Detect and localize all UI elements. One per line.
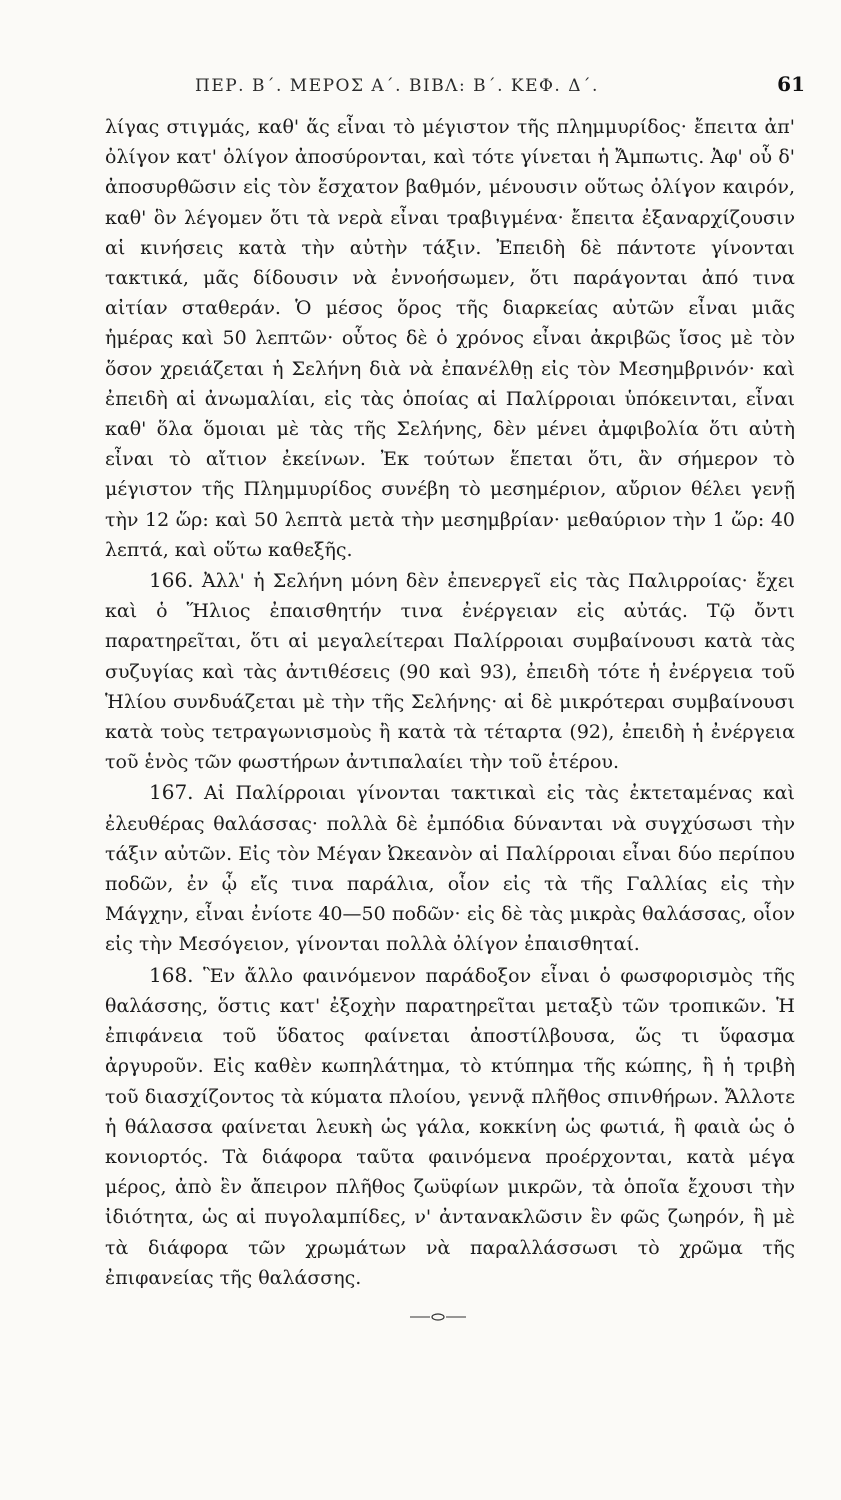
body-text xyxy=(105,112,795,1293)
section-number: 167. xyxy=(149,780,194,805)
paragraph-continuation xyxy=(105,112,795,565)
running-head: ΠΕΡ. Β΄. ΜΕΡΟΣ Α΄. ΒΙΒΛ: Β΄. ΚΕΦ. Δ΄. xyxy=(195,76,599,96)
section-number: 166. xyxy=(149,568,194,593)
paragraph-166 xyxy=(105,565,795,777)
paragraph-168 xyxy=(105,960,795,1293)
paragraph-text: Ἀλλ' ἡ Σελήνη μόνη δὲν ἐπενεργεῖ εἰς τὰς Παλιρροίας· ἔχει καὶ ὁ Ἥλιος ἐπαισθητήν τινα ἐνέργειαν εἰς αὐτάς. Τῷ ὄντι παρατηρεῖται, ὅτι αἱ μεγαλείτεραι Παλίρροιαι συμβαίνουσι κατὰ τὰς συζυγίας καὶ τὰς ἀντιθέσεις (90 καὶ 93), ἐπειδὴ τότε ἡ ἐνέργεια τοῦ Ἡλίου συνδυάζεται μὲ τὴν τῆς Σελήνης· αἱ δὲ μικρότεραι συμβαίνουσι κατὰ τοὺς τετραγωνισμοὺς ἢ κατὰ τὰ τέταρτα (92), ἐπειδὴ ἡ ἐνέργεια τοῦ ἑνὸς τῶν φωστήρων ἀντιπαλαίει τὴν τοῦ ἑτέρου. xyxy=(105,570,795,774)
page-header xyxy=(110,70,805,106)
paragraph-text: Αἱ Παλίρροιαι γίνονται τακτικαὶ εἰς τὰς ἐκτεταμένας καὶ ἐλευθέρας θαλάσσας· πολλὰ δὲ ἐμπόδια δύνανται νὰ συγχύσωσι τὴν τάξιν αὐτῶν. Εἰς τὸν Μέγαν Ὠκεανὸν αἱ Παλίρροιαι εἶναι δύο περίπου ποδῶν, ἐν ᾧ εἴς τινα παράλια, οἷον εἰς τὰ τῆς Γαλλίας εἰς τὴν Μάγχην, εἶναι ἐνίοτε 40—50 ποδῶν· εἰς δὲ τὰς μικρὰς θαλάσσας, οἷον εἰς τὴν Μεσόγειον, γίνονται πολλὰ ὀλίγον ἐπαισθηταί. xyxy=(105,782,795,956)
section-number: 168. xyxy=(149,962,194,987)
paragraph-text: λίγας στιγμάς, καθ' ἅς εἶναι τὸ μέγιστον τῆς πλημμυρίδος· ἔπειτα ἀπ' ὀλίγον κατ' ὀλίγον ἀποσύρονται, καὶ τότε γίνεται ἡ Ἄμπωτις. Ἀφ' οὗ δ' ἀποσυρθῶσιν εἰς τὸν ἔσχατον βαθμόν, μένουσιν οὕτως ὀλίγον καιρόν, καθ' ὃν λέγομεν ὅτι τὰ νερὰ εἶναι τραβιγμένα· ἔπειτα ἐξαναρχίζουσιν αἱ κινήσεις κατὰ τὴν αὐτὴν τάξιν. Ἐπειδὴ δὲ πάντοτε γίνονται τακτικά, μᾶς δίδουσιν νὰ ἐννοήσωμεν, ὅτι παράγονται ἀπό τινα αἰτίαν σταθεράν. Ὁ μέσος ὅρος τῆς διαρκείας αὐτῶν εἶναι μιᾶς ἡμέρας καὶ 50 λεπτῶν· οὗτος δὲ ὁ χρόνος εἶναι ἀκριβῶς ἴσος μὲ τὸν ὅσον χρειάζεται ἡ Σελήνη διὰ νὰ ἐπανέλθῃ εἰς τὸν Μεσημβρινόν· καὶ ἐπειδὴ αἱ ἀνωμαλίαι, εἰς τὰς ὁποίας αἱ Παλίρροιαι ὑπόκεινται, εἶναι καθ' ὅλα ὅμοιαι μὲ τὰς τῆς Σελήνης, δὲν μένει ἀμφιβολία ὅτι αὐτὴ εἶναι τὸ αἴτιον ἐκείνων. Ἐκ τούτων ἕπεται ὅτι, ἂν σήμερον τὸ μέγιστον τῆς Πλημμυρίδος συνέβη τὸ μεσημέριον, αὔριον θέλει γενῇ τὴν 12 ὥρ: καὶ 50 λεπτὰ μετὰ τὴν μεσημβρίαν· μεθαύριον τὴν 1 ὥρ: 40 λεπτά, καὶ οὕτω καθεξῆς. xyxy=(105,116,795,561)
paragraph-167 xyxy=(105,777,795,959)
ornament-divider-icon xyxy=(410,1312,466,1322)
paragraph-text: Ἓν ἄλλο φαινόμενον παράδοξον εἶναι ὁ φωσφορισμὸς τῆς θαλάσσης, ὅστις κατ' ἐξοχὴν παρατηρεῖται μεταξὺ τῶν τροπικῶν. Ἡ ἐπιφάνεια τοῦ ὕδατος φαίνεται ἀποστίλβουσα, ὥς τι ὕφασμα ἀργυροῦν. Εἰς καθὲν κωπηλάτημα, τὸ κτύπημα τῆς κώπης, ἢ ἡ τριβὴ τοῦ διασχίζοντος τὰ κύματα πλοίου, γεννᾷ πλῆθος σπινθήρων. Ἄλλοτε ἡ θάλασσα φαίνεται λευκὴ ὡς γάλα, κοκκίνη ὡς φωτιά, ἢ φαιὰ ὡς ὁ κονιορτός. Τὰ διάφορα ταῦτα φαινόμενα προέρχονται, κατὰ μέγα μέρος, ἀπὸ ἓν ἄπειρον πλῆθος ζωϋφίων μικρῶν, τὰ ὁποῖα ἔχουσι τὴν ἰδιότητα, ὡς αἱ πυγολαμπίδες, ν' ἀντανακλῶσιν ἓν φῶς ζωηρόν, ἢ μὲ τὰ διάφορα τῶν χρωμάτων νὰ παραλλάσσωσι τὸ χρῶμα τῆς ἐπιφανείας τῆς θαλάσσης. xyxy=(105,964,796,1289)
page-number: 61 xyxy=(777,72,805,96)
